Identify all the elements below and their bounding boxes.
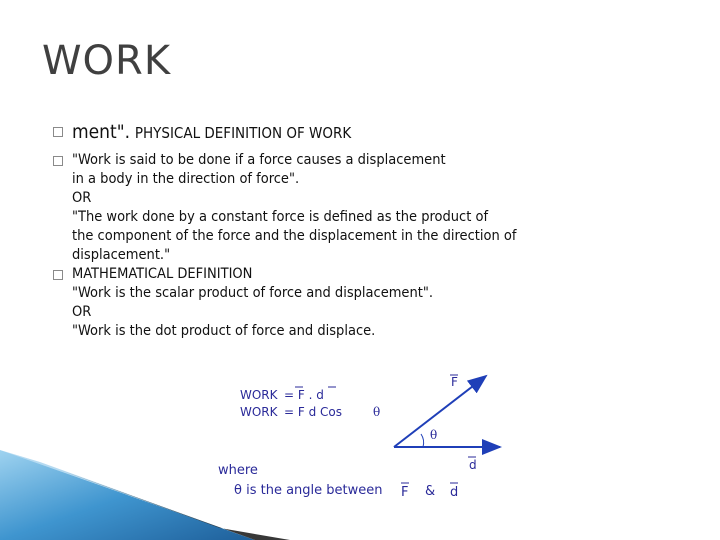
definition-line: "Work is the dot product of force and displace. [72, 323, 376, 339]
definition-line: in a body in the direction of force". [72, 171, 300, 187]
definition-line: the component of the force and the displacement in the direction of [72, 228, 517, 244]
angle-description: θ is the angle between [234, 483, 383, 498]
or-separator: OR [72, 304, 92, 320]
bullet-item-physical-definition [48, 151, 688, 265]
force-symbol: F [401, 485, 409, 500]
force-vector-arrow [394, 376, 486, 447]
bullet-item-mathematical-definition [48, 265, 688, 341]
definition-line: displacement." [72, 247, 171, 263]
theta-label: θ [430, 428, 438, 442]
where-label: where [218, 463, 258, 478]
mathematical-definition-heading: MATHEMATICAL DEFINITION [72, 266, 253, 282]
slide-title: WORK [42, 38, 172, 84]
bullet-item-definition-heading [48, 118, 688, 147]
equation2-theta: θ [373, 405, 381, 419]
bullet-list [48, 118, 688, 341]
displacement-label: d [469, 458, 477, 472]
equation1-work-label: WORK [240, 388, 278, 402]
force-label: F [451, 375, 458, 389]
square-bullet-icon [53, 127, 63, 137]
equation1-rhs: = F . d [284, 388, 324, 402]
and-symbol: & [425, 484, 436, 499]
definition-line: "The work done by a constant force is defined as the product of [72, 209, 489, 225]
or-separator: OR [72, 190, 92, 206]
displacement-symbol: d [450, 485, 459, 500]
equation2-rhs: = F d Cos [284, 405, 342, 419]
bullet-fragment: ment". [72, 121, 130, 143]
physical-definition-heading: PHYSICAL DEFINITION OF WORK [134, 124, 352, 142]
definition-line: "Work is said to be done if a force causes a displacement [72, 152, 446, 168]
angle-arc-icon [421, 434, 424, 447]
square-bullet-icon [53, 156, 63, 166]
square-bullet-icon [53, 270, 63, 280]
equation2-work-label: WORK [240, 405, 278, 419]
decorative-corner-wedge [0, 440, 290, 540]
definition-line: "Work is the scalar product of force and displacement". [72, 285, 433, 301]
